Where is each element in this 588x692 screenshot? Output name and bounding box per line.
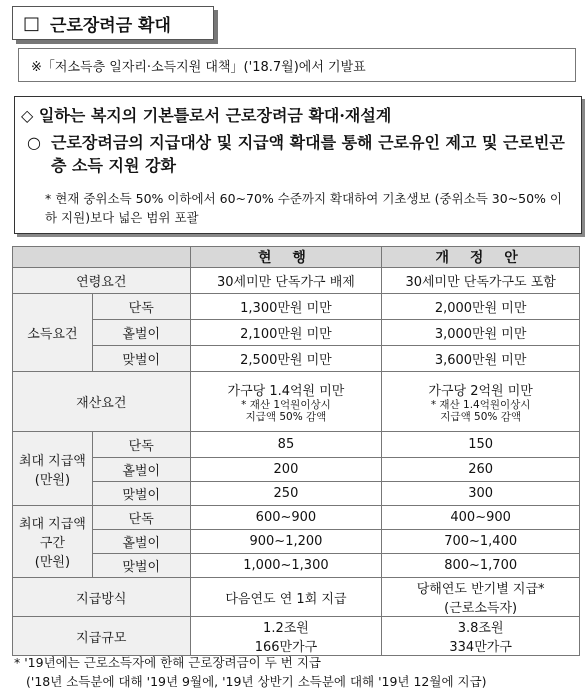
cell-asset-proposed: [382, 372, 580, 432]
section-title-box: [12, 6, 214, 40]
maxpay-label-2: (만원): [34, 472, 71, 488]
section-title: 근로장려금 확대: [50, 15, 171, 36]
cell-value: 150: [382, 432, 580, 458]
sub-label: 맞벌이: [92, 482, 190, 506]
cell-value: 200: [190, 458, 382, 482]
comparison-table: [12, 246, 580, 656]
row-label-income: 소득요건: [13, 294, 93, 372]
summary-heading: ◇ 일하는 복지의 기본틀로서 근로장려금 확대·재설계: [21, 106, 392, 125]
sub-label: 홑벌이: [92, 320, 190, 346]
row-label-scale: 지급규모: [13, 617, 191, 656]
sub-label: 단독: [92, 432, 190, 458]
sub-label: 단독: [92, 294, 190, 320]
scale-current-1: 1.2조원: [263, 621, 309, 636]
header-current: 현 행: [190, 247, 382, 268]
range-label-2: (만원): [34, 555, 71, 570]
maxpay-label-1: 최대 지급액: [18, 453, 86, 469]
asset-proposed-note1: * 재산 1.4억원이상시: [430, 399, 531, 411]
sub-label: 홑벌이: [92, 458, 190, 482]
cell-value: 300: [382, 482, 580, 506]
summary-footnote: * 현재 중위소득 50% 이하에서 60~70% 수준까지 확대하여 기초생보 (중위소득 30~50% 이하 지원)보다 넓은 범위 포괄: [45, 191, 562, 225]
bullet-icon: ○: [27, 133, 41, 152]
header-proposed: 개 정 안: [382, 247, 580, 268]
source-note: ※「저소득층 일자리·소득지원 대책」('18.7월)에서 기발표: [31, 59, 366, 75]
summary-body-text: 근로장려금의 지급대상 및 지급액 확대를 통해 근로유인 제고 및 근로빈곤층 소득 지원 강화: [51, 133, 565, 175]
row-label-range: [13, 506, 93, 578]
asset-current-main: 가구당 1.4억원 미만: [227, 384, 345, 399]
cell-asset-current: [190, 372, 382, 432]
sub-label: 맞벌이: [92, 554, 190, 578]
cell-value: 250: [190, 482, 382, 506]
scale-proposed-1: 3.8조원: [457, 621, 504, 636]
asset-proposed-main: 가구당 2억원 미만: [428, 384, 533, 399]
cell-value: 1,300만원 미만: [190, 294, 382, 320]
cell-value: 600~900: [190, 506, 382, 530]
cell-value: 3,000만원 미만: [382, 320, 580, 346]
cell-value: 700~1,400: [382, 530, 580, 554]
cell-value: 2,100만원 미만: [190, 320, 382, 346]
cell-method-proposed: [382, 578, 580, 617]
row-label-age: 연령요건: [13, 268, 191, 294]
footnote-2: ('18년 소득분에 대해 '19년 9월에, '19년 상반기 소득분에 대해 '19년 12월에 지급): [26, 674, 487, 689]
cell-value: 800~1,700: [382, 554, 580, 578]
source-note-box: [18, 48, 576, 82]
cell-value: 2,000만원 미만: [382, 294, 580, 320]
sub-label: 맞벌이: [92, 346, 190, 372]
cell-age-proposed: 30세미만 단독가구도 포함: [382, 268, 580, 294]
row-label-method: 지급방식: [13, 578, 191, 617]
cell-value: 400~900: [382, 506, 580, 530]
cell-age-current: 30세미만 단독가구 배제: [190, 268, 382, 294]
cell-value: 2,500만원 미만: [190, 346, 382, 372]
cell-value: 900~1,200: [190, 530, 382, 554]
asset-current-note1: * 재산 1억원이상시: [241, 399, 331, 411]
method-proposed-2: (근로소득자): [444, 601, 518, 616]
cell-scale-proposed: [382, 617, 580, 656]
method-proposed-1: 당해연도 반기별 지급*: [416, 582, 545, 597]
scale-proposed-2: 334만가구: [449, 640, 512, 655]
table-corner: [13, 247, 191, 268]
asset-current-note2: 지급액 50% 감액: [245, 411, 327, 423]
row-label-asset: 재산요건: [13, 372, 191, 432]
square-icon: □: [23, 12, 41, 34]
sub-label: 단독: [92, 506, 190, 530]
cell-method-current: 다음연도 연 1회 지급: [190, 578, 382, 617]
row-label-maxpay: [13, 432, 93, 506]
sub-label: 홑벌이: [92, 530, 190, 554]
cell-value: 3,600만원 미만: [382, 346, 580, 372]
asset-proposed-note2: 지급액 50% 감액: [440, 411, 522, 423]
cell-value: 1,000~1,300: [190, 554, 382, 578]
cell-value: 85: [190, 432, 382, 458]
summary-body: [27, 131, 575, 177]
cell-scale-current: [190, 617, 382, 656]
range-label-1: 최대 지급액 구간: [18, 517, 86, 551]
scale-current-2: 166만가구: [254, 640, 318, 655]
footnote-1: * '19년에는 근로소득자에 한해 근로장려금이 두 번 지급: [14, 655, 321, 670]
cell-value: 260: [382, 458, 580, 482]
summary-box: [14, 96, 582, 234]
